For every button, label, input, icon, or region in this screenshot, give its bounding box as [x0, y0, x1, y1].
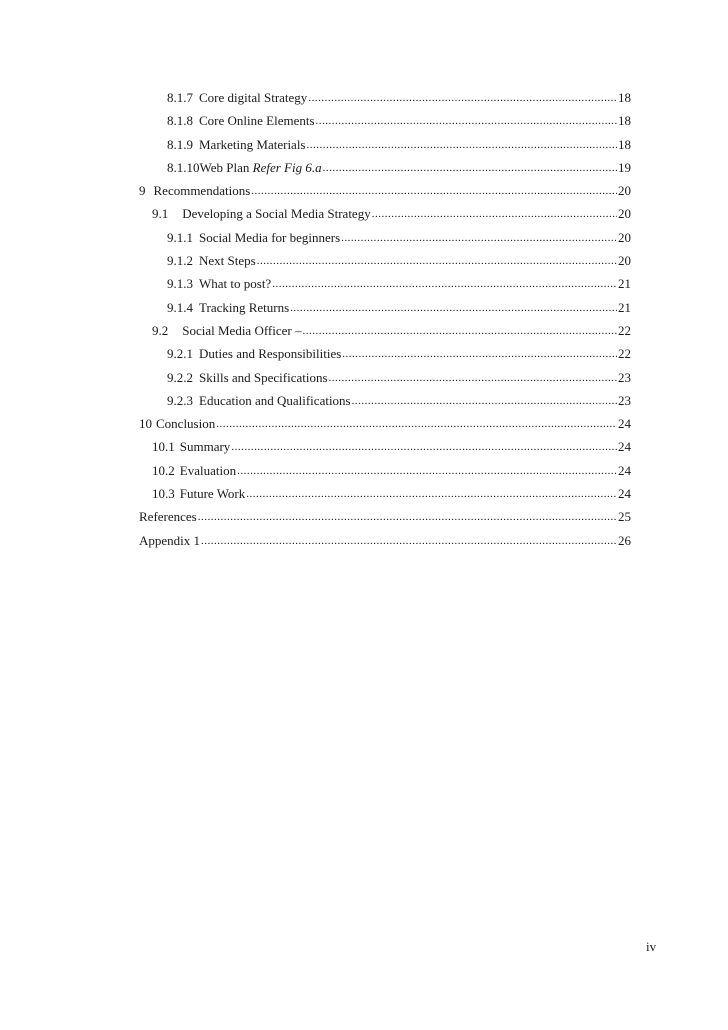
toc-entry-title	[182, 319, 301, 342]
toc-entry-title	[154, 179, 251, 202]
toc-entry-title-text: Developing a Social Media Strategy	[182, 206, 371, 222]
toc-entry-page: 21	[618, 276, 631, 292]
toc-entry-page: 20	[618, 183, 631, 199]
toc-entry-page: 18	[618, 90, 631, 105]
toc-entry-title-text: Skills and Specifications	[199, 369, 328, 385]
toc-entry-title-text: Social Media for beginners	[199, 229, 341, 245]
toc-entry[interactable]	[139, 133, 631, 156]
toc-entry[interactable]	[139, 412, 631, 435]
toc-entry-title-text: Appendix 1	[139, 532, 201, 548]
table-of-contents	[139, 86, 631, 552]
toc-entry[interactable]	[139, 226, 631, 249]
toc-entry-number: 8.1.10	[167, 159, 200, 175]
toc-entry-number: 9.2.2	[167, 369, 193, 385]
toc-entry-title	[139, 505, 197, 528]
toc-entry-title-text: Core digital Strategy	[199, 90, 308, 105]
toc-entry-page: 21	[618, 299, 631, 315]
toc-entry-title	[182, 202, 370, 225]
toc-entry-title	[139, 529, 200, 552]
toc-entry-number: 10	[139, 416, 152, 432]
toc-entry-title-text: Tracking Returns	[199, 299, 290, 315]
toc-dot-leader	[372, 201, 617, 226]
toc-entry[interactable]	[139, 109, 631, 132]
toc-dot-leader	[303, 318, 618, 343]
toc-dot-leader	[323, 155, 617, 180]
toc-entry-title-text: References	[139, 509, 197, 525]
toc-entry[interactable]	[139, 272, 631, 295]
toc-entry-title	[199, 249, 256, 272]
toc-dot-leader	[342, 341, 617, 366]
toc-dot-leader	[352, 388, 617, 413]
toc-entry[interactable]	[139, 319, 631, 342]
toc-entry-page: 24	[618, 462, 631, 478]
toc-entry-number: 9.1.1	[167, 229, 193, 245]
toc-entry-title-text: Evaluation	[179, 462, 237, 478]
toc-entry-title-text: Web Plan	[199, 159, 253, 175]
toc-entry-title-italic: Refer Fig 6.a	[252, 159, 322, 175]
toc-entry[interactable]	[139, 482, 631, 505]
toc-entry-title	[199, 109, 315, 132]
toc-entry-title-text: Summary	[179, 439, 231, 455]
toc-entry-title	[180, 435, 231, 458]
toc-entry-title-text: Next Steps	[199, 253, 256, 269]
toc-entry-number: 9.2.1	[167, 346, 193, 362]
toc-dot-leader	[308, 85, 617, 110]
toc-entry[interactable]	[139, 296, 631, 319]
toc-entry-title-text: Education and Qualifications	[199, 392, 351, 408]
toc-entry-title	[180, 459, 236, 482]
toc-entry-number: 10.1	[152, 439, 175, 455]
toc-dot-leader	[272, 271, 617, 296]
toc-entry-title-text: Future Work	[179, 486, 246, 502]
toc-entry-title-text: Marketing Materials	[199, 136, 306, 152]
toc-entry-number: 8.1.9	[167, 136, 193, 152]
toc-entry[interactable]	[139, 86, 631, 109]
toc-entry[interactable]	[139, 179, 631, 202]
toc-entry[interactable]	[139, 156, 631, 179]
toc-dot-leader	[231, 434, 617, 459]
toc-entry-page: 22	[618, 322, 631, 338]
toc-entry-page: 24	[618, 416, 631, 432]
toc-entry-page: 24	[618, 486, 631, 502]
toc-entry-page: 18	[618, 136, 631, 152]
toc-entry[interactable]	[139, 366, 631, 389]
toc-entry-title	[199, 366, 328, 389]
toc-entry[interactable]	[139, 505, 631, 528]
toc-entry-title	[200, 156, 322, 179]
toc-entry-number: 8.1.8	[167, 113, 193, 129]
toc-entry-number: 9	[139, 183, 146, 199]
toc-entry-number: 9.2	[152, 322, 169, 338]
toc-entry-number: 8.1.7	[167, 90, 193, 105]
toc-entry[interactable]	[139, 202, 631, 225]
toc-entry-page: 24	[618, 439, 631, 455]
toc-entry[interactable]	[139, 249, 631, 272]
toc-entry-number: 9.1.2	[167, 253, 193, 269]
toc-entry-title	[199, 226, 340, 249]
toc-entry[interactable]	[139, 389, 631, 412]
toc-entry-page: 20	[618, 253, 631, 269]
toc-dot-leader	[257, 248, 617, 273]
toc-entry-number: 9.1.4	[167, 299, 193, 315]
toc-dot-leader	[198, 504, 617, 529]
toc-entry-page: 23	[618, 392, 631, 408]
toc-entry[interactable]	[139, 435, 631, 458]
toc-entry-title	[199, 86, 307, 109]
toc-dot-leader	[246, 481, 617, 506]
toc-entry-page: 25	[618, 509, 631, 525]
toc-entry-title	[199, 389, 351, 412]
toc-dot-leader	[290, 295, 617, 320]
toc-dot-leader	[251, 178, 617, 203]
toc-entry[interactable]	[139, 529, 631, 552]
toc-entry-page: 22	[618, 346, 631, 362]
page-number: iv	[646, 939, 657, 954]
toc-dot-leader	[341, 225, 617, 250]
toc-entry-title	[199, 296, 289, 319]
toc-dot-leader	[316, 108, 617, 133]
toc-dot-leader	[307, 132, 618, 157]
toc-entry[interactable]	[139, 342, 631, 365]
toc-dot-leader	[237, 458, 617, 483]
toc-entry-page: 19	[618, 159, 631, 175]
toc-entry-number: 9.1.3	[167, 276, 193, 292]
toc-dot-leader	[201, 528, 617, 553]
toc-entry-number: 10.2	[152, 462, 175, 478]
toc-entry-page: 23	[618, 369, 631, 385]
toc-entry-title	[180, 482, 246, 505]
toc-entry-title	[199, 272, 271, 295]
toc-entry-title-text: Duties and Responsibilities	[199, 346, 342, 362]
toc-entry-title	[199, 342, 341, 365]
toc-entry-number: 9.1	[152, 206, 169, 222]
toc-entry-title-text: Social Media Officer –	[182, 322, 302, 338]
toc-entry[interactable]	[139, 459, 631, 482]
toc-entry-title-text: Core Online Elements	[199, 113, 315, 129]
toc-entry-title	[156, 412, 215, 435]
toc-entry-page: 18	[618, 113, 631, 129]
toc-entry-page: 20	[618, 206, 631, 222]
toc-entry-title-text: What to post?	[199, 276, 272, 292]
toc-entry-page: 26	[618, 532, 631, 548]
toc-entry-page: 20	[618, 229, 631, 245]
toc-dot-leader	[329, 365, 617, 390]
toc-entry-title-text: Recommendations	[153, 183, 251, 199]
toc-entry-title	[199, 133, 306, 156]
toc-entry-number: 10.3	[152, 486, 175, 502]
toc-entry-title-text: Conclusion	[156, 416, 216, 432]
toc-dot-leader	[216, 411, 617, 436]
toc-entry-number: 9.2.3	[167, 392, 193, 408]
